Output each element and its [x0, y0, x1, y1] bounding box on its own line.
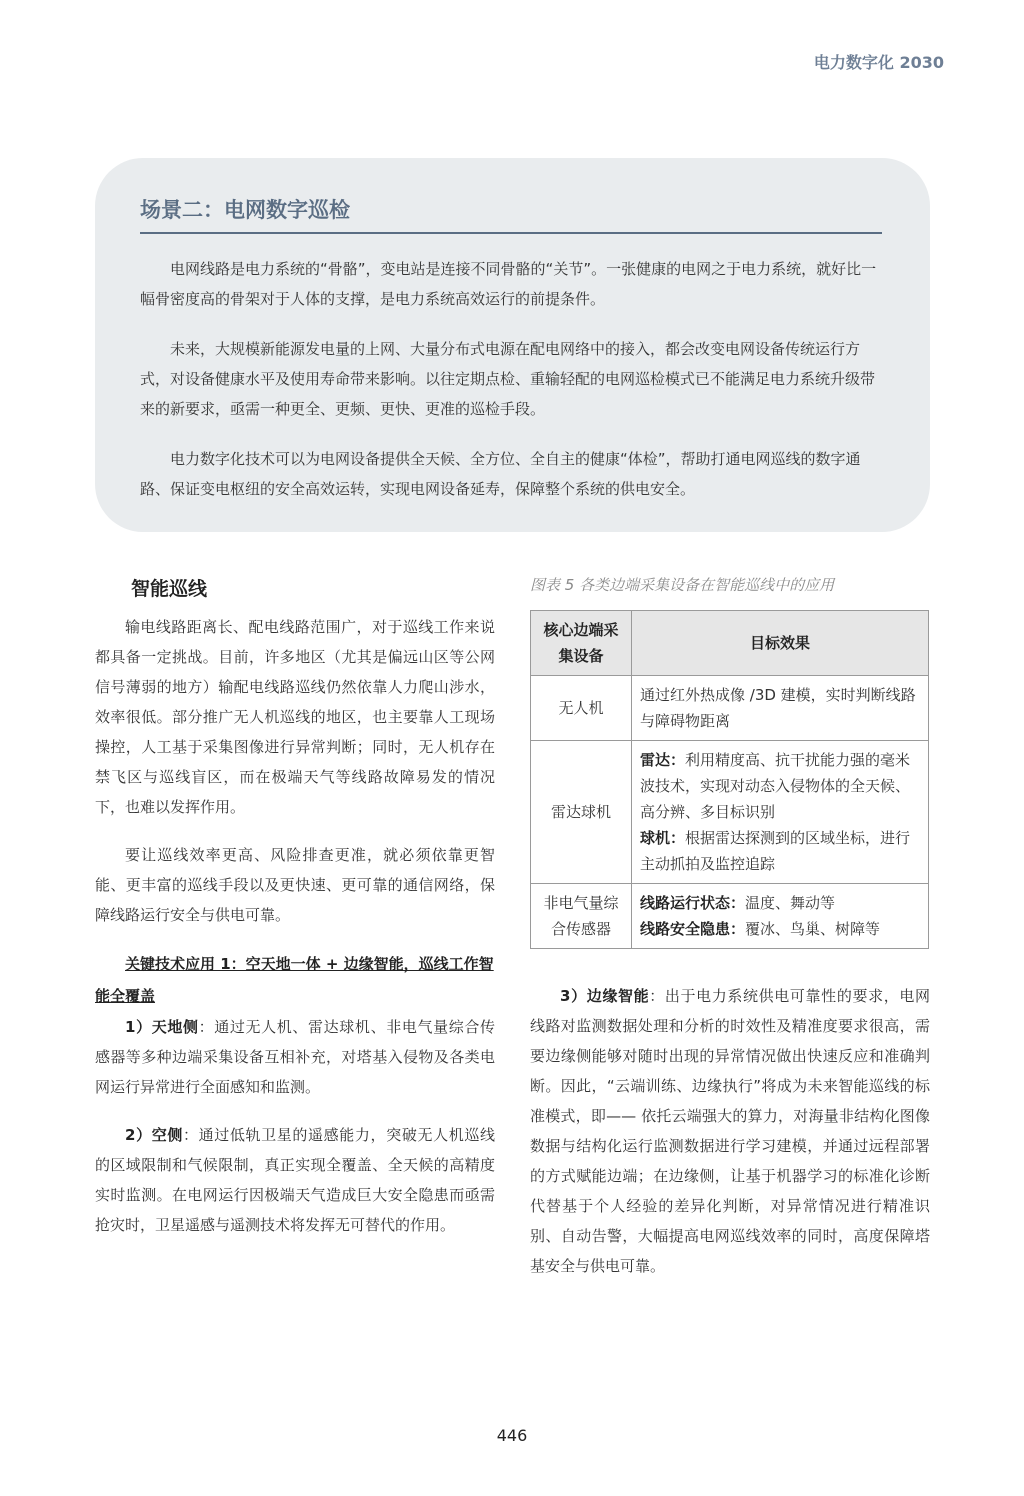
scenario-paragraph: 电网线路是电力系统的“骨骼”，变电站是连接不同骨骼的“关节”。一张健康的电网之于电力系统，就好比一幅骨密度高的骨架对于人体的支撑，是电力系统高效运行的前提条件。 — [140, 260, 877, 308]
item-text: ：通过无人机、雷达球机、非电气量综合传感器等多种边端采集设备互相补充，对塔基入侵物及各类电网运行异常进行全面感知和监测。 — [95, 1018, 495, 1096]
scenario-paragraph: 未来，大规模新能源发电量的上网、大量分布式电源在配电网络中的接入，都会改变电网设备传统运行方式，对设备健康水平及使用寿命带来影响。以往定期点检、重输轻配的电网巡检模式已不能满足电力系统升级带来的新要求，亟需一种更全、更频、更快、更准的巡检手段。 — [140, 340, 876, 418]
devices-table — [530, 610, 929, 949]
effect-text: 温度、舞动等 — [745, 894, 836, 912]
device-cell: 雷达球机 — [531, 741, 632, 884]
effect-cell — [632, 741, 929, 884]
item-text: ：出于电力系统供电可靠性的要求，电网线路对监测数据处理和分析的时效性及精准度要求很高，需要边缘侧能够对随时出现的异常情况做出快速反应和准确判断。因此，“云端训练、边缘执行”将成为未来智能巡线的标准模式，即—— 依托云端强大的算力，对海量非结构化图像数据与结构化运行监测数据进行学习建模，并通过远程部署的方式赋能边端；在边缘侧，让基于机器学习的标准化诊断代替基于个人经验的差异化判断，对异常情况进行精准识别、自动告警，大幅提高电网巡线效率的同时，高度保障塔基安全与供电可靠。 — [530, 987, 930, 1275]
section-heading: 智能巡线 — [131, 578, 208, 600]
list-item — [95, 1012, 495, 1102]
list-item — [95, 1120, 495, 1240]
left-column — [95, 574, 495, 1240]
effect-text: 覆冰、鸟巢、树障等 — [745, 920, 881, 938]
table-header-cell: 目标效果 — [632, 611, 929, 676]
table-header-row — [531, 611, 929, 676]
device-cell: 非电气量综合传感器 — [531, 884, 632, 949]
figure-caption: 图表 5 各类边端采集设备在智能巡线中的应用 — [530, 576, 835, 594]
body-paragraph: 输电线路距离长、配电线路范围广，对于巡线工作来说都具备一定挑战。目前，许多地区（尤其是偏远山区等公网信号薄弱的地方）输配电线路巡线仍然依靠人力爬山涉水，效率很低。部分推广无人机巡线的地区，也主要靠人工现场操控，人工基于采集图像进行异常判断；同时，无人机存在禁飞区与巡线盲区，而在极端天气等线路故障易发的情况下，也难以发挥作用。 — [95, 618, 495, 816]
table-row — [531, 741, 929, 884]
effect-label: 球机： — [640, 829, 686, 847]
body-paragraph: 要让巡线效率更高、风险排查更准，就必须依靠更智能、更丰富的巡线手段以及更快速、更可靠的通信网络，保障线路运行安全与供电可靠。 — [95, 846, 495, 924]
page-number: 446 — [496, 1426, 528, 1445]
item-label: 1）天地侧 — [125, 1018, 199, 1036]
table-row — [531, 676, 929, 741]
effect-text: 根据雷达探测到的区域坐标，进行主动抓拍及监控追踪 — [640, 829, 911, 873]
device-cell: 无人机 — [531, 676, 632, 741]
scenario-paragraph: 电力数字化技术可以为电网设备提供全天候、全方位、全自主的健康“体检”，帮助打通电网巡线的数字通路、保证变电枢纽的安全高效运转，实现电网设备延寿，保障整个系统的供电安全。 — [140, 450, 861, 498]
table-header-cell: 核心边端采集设备 — [531, 611, 632, 676]
effect-label: 雷达： — [640, 751, 686, 769]
scenario-box — [95, 158, 930, 532]
scenario-title: 场景二：电网数字巡检 — [140, 194, 882, 234]
header-title: 电力数字化 2030 — [813, 53, 944, 72]
item-label: 3）边缘智能 — [560, 987, 650, 1005]
item-text: ：通过低轨卫星的遥感能力，突破无人机巡线的区域限制和气候限制，真正实现全覆盖、全天候的高精度实时监测。在电网运行因极端天气造成巨大安全隐患而亟需抢灾时，卫星遥感与遥测技术将发挥无可替代的作用。 — [95, 1126, 495, 1234]
right-column — [530, 574, 930, 1281]
list-item — [530, 981, 930, 1281]
effect-text: 利用精度高、抗干扰能力强的毫米波技术，实现对动态入侵物体的全天候、高分辨、多目标识别 — [640, 751, 911, 821]
item-label: 2）空侧 — [125, 1126, 183, 1144]
effect-label: 线路安全隐患： — [640, 920, 746, 938]
effect-cell — [632, 884, 929, 949]
effect-cell: 通过红外热成像 /3D 建模，实时判断线路与障碍物距离 — [632, 676, 929, 741]
table-row — [531, 884, 929, 949]
effect-label: 线路运行状态： — [640, 894, 746, 912]
key-technology-title: 关键技术应用 1：空天地一体 + 边缘智能，巡线工作智能全覆盖 — [95, 955, 494, 1005]
